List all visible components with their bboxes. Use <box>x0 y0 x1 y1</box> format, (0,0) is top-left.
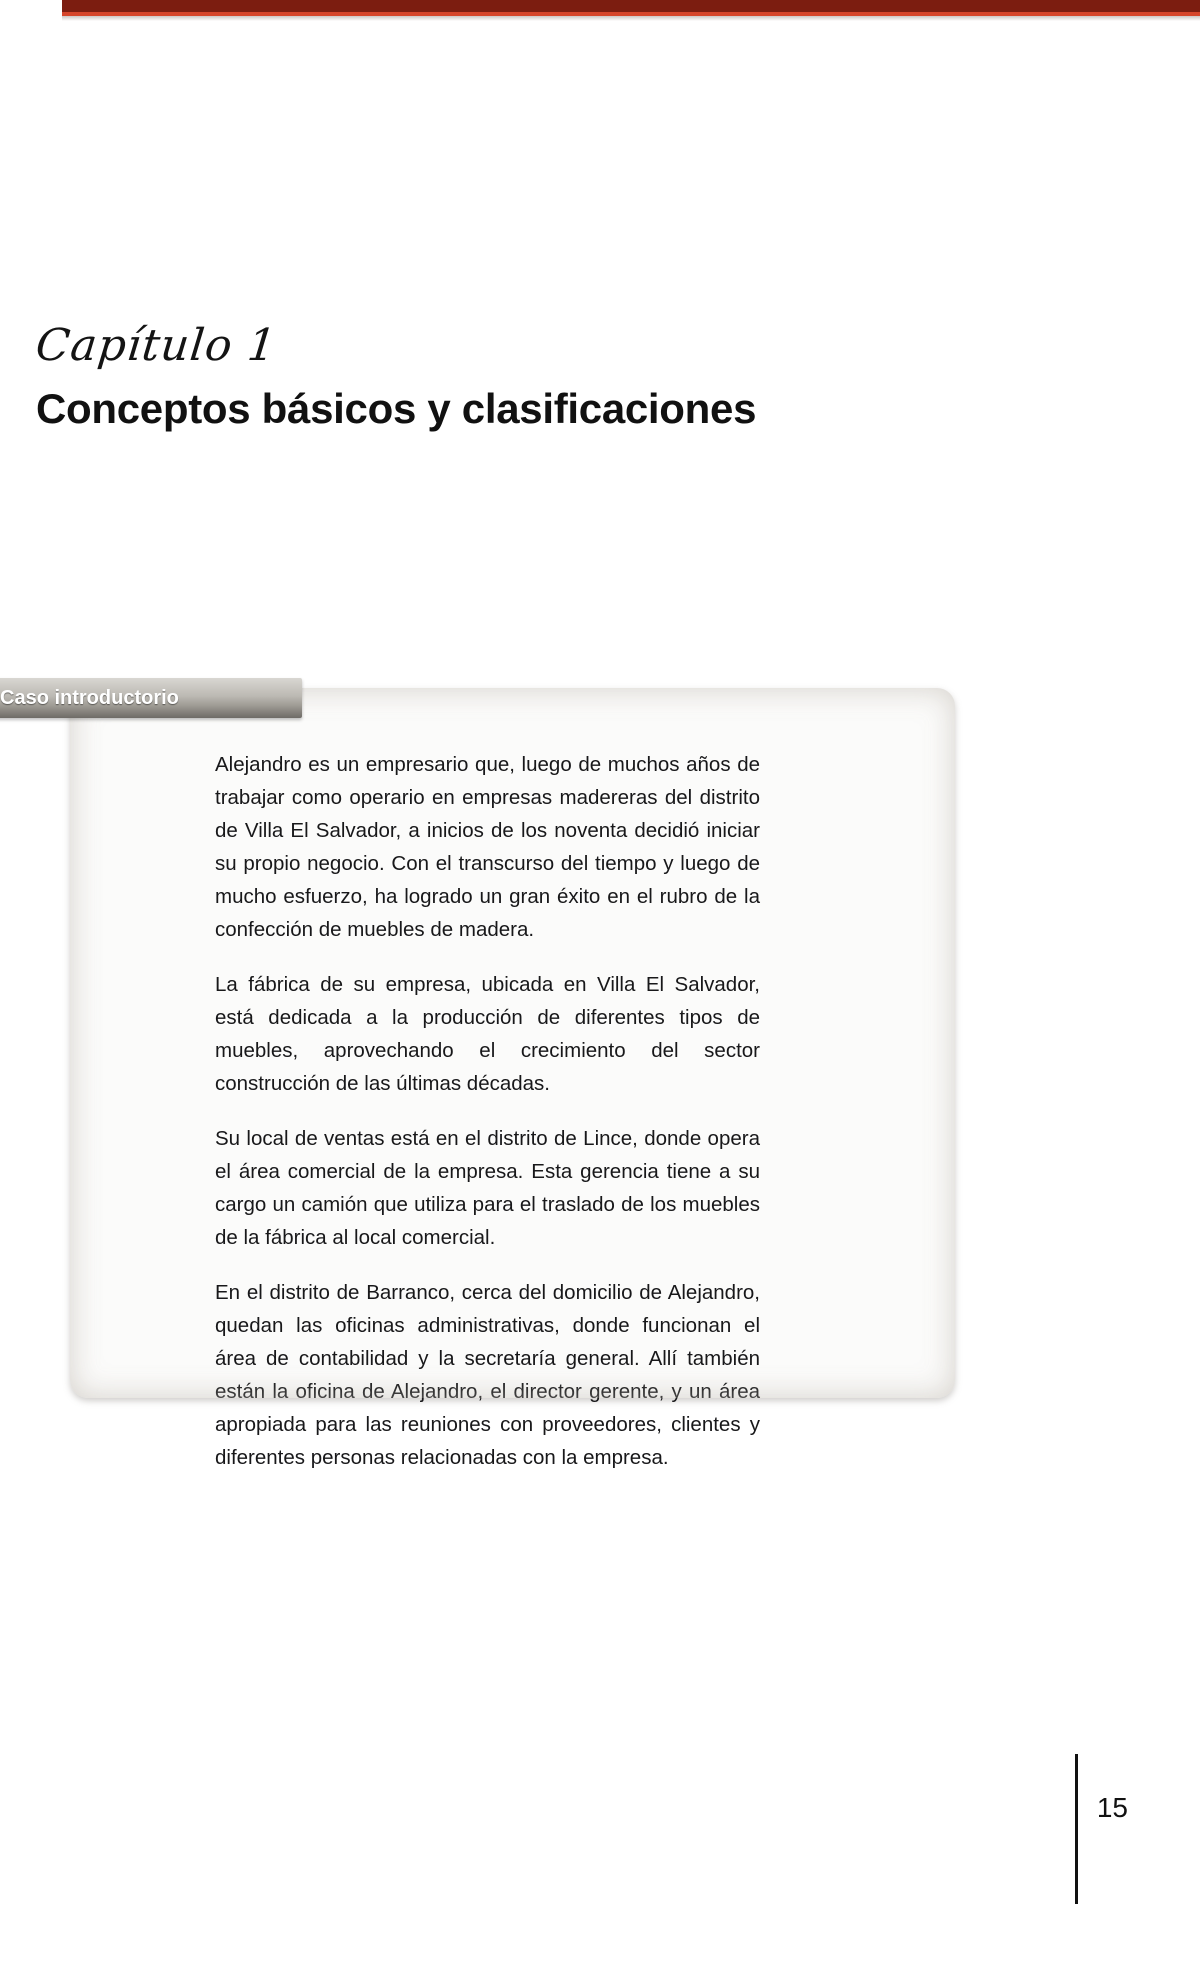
page-top-band <box>0 0 1200 26</box>
chapter-label: Capítulo 1 <box>33 320 280 371</box>
case-paragraph: En el distrito de Barranco, cerca del domicilio de Alejandro, quedan las oficinas administrativas, donde funcionan el área de contabilidad y la secretaría general. Allí también están la oficina de Alejandro, el director gerente, y un área apropiada para las reuniones con proveedores, clientes y diferentes personas relacionadas con la empresa. <box>215 1281 760 1469</box>
page-band-shadow <box>62 16 1200 21</box>
folio-rule <box>1075 1754 1078 1904</box>
intro-case-body <box>215 748 760 1474</box>
case-paragraph: Su local de ventas está en el distrito de Lince, donde opera el área comercial de la empresa. Esta gerencia tiene a su cargo un camión que utiliza para el traslado de los muebles de la fábrica al local comercial. <box>215 1127 760 1249</box>
chapter-heading <box>33 320 936 433</box>
page-band-accent <box>62 0 1200 16</box>
page-number: 15 <box>1096 1792 1128 1823</box>
page-title: Conceptos básicos y clasificaciones <box>36 385 757 432</box>
intro-case-panel <box>70 688 955 1469</box>
intro-case-section <box>0 678 955 1469</box>
case-paragraph: La fábrica de su empresa, ubicada en Villa El Salvador, está dedicada a la producción de diferentes tipos de muebles, aprovechando el crecimiento del sector construcción de las últimas décadas. <box>215 973 760 1095</box>
intro-case-tab <box>0 678 302 718</box>
intro-case-tab-label: Caso introductorio <box>0 687 179 709</box>
case-paragraph: Alejandro es un empresario que, luego de muchos años de trabajar como operario en empresas madereras del distrito de Villa El Salvador, a inicios de los noventa decidió iniciar su propio negocio. Con el transcurso del tiempo y luego de mucho esfuerzo, ha logrado un gran éxito en el rubro de la confección de muebles de madera. <box>215 753 760 941</box>
page-folio <box>1018 1754 1138 1914</box>
